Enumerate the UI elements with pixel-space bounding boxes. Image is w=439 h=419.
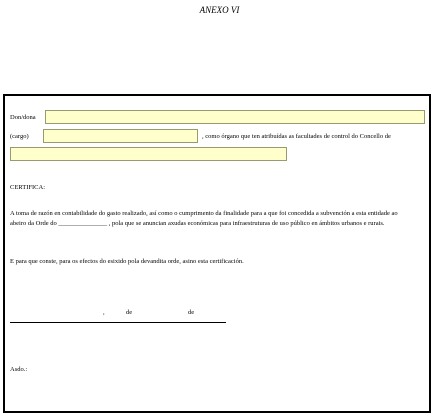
position-label: (cargo) (10, 133, 29, 140)
annex-title: ANEXO VI (199, 5, 240, 15)
date-de-1: de (126, 309, 133, 316)
council-input[interactable] (10, 147, 287, 161)
organ-text: , como órgano que ten atribuídas as facultades de control do Concello de (202, 133, 391, 140)
position-input[interactable] (43, 129, 198, 143)
date-place-line (10, 322, 226, 323)
name-label: Don/dona (10, 114, 36, 121)
certification-paragraph-line-1: A toma de razón en contabilidade do gasto realizado, así como o cumprimento da finalidade para a que foi concedida a subvención a esta entidade ao (10, 210, 398, 217)
date-comma: , (103, 309, 105, 316)
signed-label: Asdo.: (10, 366, 28, 373)
certification-paragraph-line-2: abeiro da Orde do _______________ , pola que se anuncian axudas económicas para infraestruturas de uso público en ámbitos urbanos e rurais. (10, 220, 385, 227)
certifies-label: CERTIFICA: (10, 184, 46, 191)
closing-paragraph: E para que conste, para os efectos do esixido pola devandita orde, asino esta certificación. (10, 258, 244, 265)
name-input[interactable] (45, 110, 425, 124)
date-de-2: de (188, 309, 195, 316)
certificate-form (3, 94, 431, 413)
